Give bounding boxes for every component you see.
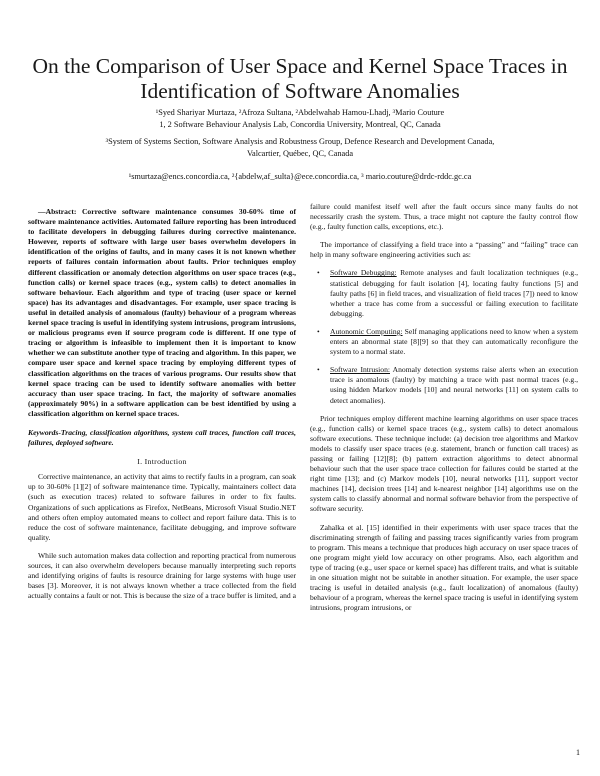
author-block xyxy=(40,107,560,183)
list-item-heading: Autonomic Computing: xyxy=(330,326,403,336)
paper-title: On the Comparison of User Space and Kernel Space Traces in Identification of Software Anomalies xyxy=(32,54,568,103)
bullet-icon: • xyxy=(317,365,320,375)
right-paragraph-3: Prior techniques employ different machine learning algorithms on user space traces (e.g., function calls) or kernel space traces (e.g., system calls) to detect anomalous software executions. These technique include: (a) decision tree algorithms and Markov models to classify user space traces (e.g. statement, branch or function call traces) as passing or failing [12][8]; (b) pattern extraction algorithms to detect abnormal behaviour such that the user space trace collection for failures could be started at the right time [13]; and (c) Markov models [10], neural networks [11], support vector machines [14], decision trees [14] and k-nearest neighbor [14] algorithms use on the system calls to classify abnormal and normal software behavior from the perspective of software security. xyxy=(310,413,578,514)
affiliation-1: 1, 2 Software Behaviour Analysis Lab, Concordia University, Montreal, QC, Canada xyxy=(159,119,441,129)
keywords: Keywords-Tracing, classification algorithms, system call traces, function call traces, failures, deployed software. xyxy=(28,427,296,448)
authors-line: ¹Syed Shariyar Murtaza, ²Afroza Sultana, ²Abdelwahab Hamou-Lhadj, ³Mario Couture xyxy=(155,108,445,117)
list-item-text: Self managing applications need to know when a system enters an abnormal state [8][9] so that they can automatically reconfigure the system to a normal state. xyxy=(330,326,578,357)
page-number: 1 xyxy=(576,748,580,757)
bullet-icon: • xyxy=(317,268,320,278)
intro-paragraph-2: While such automation makes data collection and reporting practical from numerous sources, it can also overwhelm developers because manually interpreting such reports and identifying origins of faults is resource draining for large systems with huge user bases [3]. Moreover, it is not always known whether a trace collected from the field actually contains a fault or not. This is because the size of a trace buffer is limited, and a xyxy=(28,550,296,601)
list-item xyxy=(310,268,578,318)
list-item-text: Anomaly detection systems raise alerts when an execution trace is anomalous (faulty) by matching a trace with past normal traces (e.g., using hidden Markov models [10] and neural networks [11] on system calls to detect anomalies). xyxy=(330,365,579,405)
intro-paragraph-1: Corrective maintenance, an activity that aims to rectify faults in a program, can soak up to 30-60% [1][2] of software maintenance time. Typically, maintainers collect data (such as execution traces) related to software failures in order to fix faults. Organizations of such applications as Firefox, NetBeans, Microsoft Visual Studio.NET and others often employ automated means to collect and report failure data. This is to reduce the cost of software maintenance, facilitate debugging, and improve software quality. xyxy=(28,472,296,542)
right-paragraph-4: Zahalka et al. [15] identified in their experiments with user space traces that the discriminating strength of failing and passing traces significantly varies from program to program. This means a technique that produces high accuracy on user space traces of one program might yield low accuracy on other programs. Also, each algorithm and type of tracing (e.g., user space or kernel space) has different traits, and what is suitable in one situation might not be suitable in another situation. For example, the user space tracing is useful in detailed analysis (e.g., fault localization) of anomalous (faulty) behaviour of a program, whereas the kernel space tracing is useful in identifying system intrusions, program intrusions, or xyxy=(310,522,578,613)
list-item-text: Remote analyses and fault localization techniques (e.g., statistical debugging for fault isolation [4], locating faulty functions [5] and faulty paths [6] in field traces, and visualization of field traces [7]) need to know whether a trace has come from a successful or failing execution to facilitate debugging. xyxy=(330,268,578,318)
right-paragraph-1: failure could manifest itself well after the fault occurs since many faults do not necessarily crash the system. Thus, a trace might not capture the faulty control flow (e.g., faulty function calls, exceptions, etc.). xyxy=(310,202,578,232)
right-column xyxy=(310,202,578,621)
list-item xyxy=(310,365,578,405)
list-item-heading: Software Intrusion: xyxy=(330,365,390,375)
affiliation-2-line1: ³System of Systems Section, Software Analysis and Robustness Group, Defence Research and Development Canada, xyxy=(105,137,495,146)
bullet-icon: • xyxy=(317,326,320,336)
section-heading-introduction: I. Introduction xyxy=(137,457,187,467)
list-item-heading: Software Debugging: xyxy=(330,268,397,278)
author-emails: ¹smurtaza@encs.concordia.ca, ²{abdelw,af_sulta}@ece.concordia.ca, ³ mario.couture@drdc-rddc.gc.ca xyxy=(128,172,472,181)
abstract: —Abstract: Corrective software maintenance consumes 30-60% time of software maintenance activities. Automated failure reporting has been introduced to facilitate developers in debugging failures during corrective maintenance. However, reports of software with large user bases overwhelm developers in identification of the origins of faults, and in many cases it is not known whether reports of failures contain information about faults. Prior techniques employ different classification or anomaly detection algorithms on user space traces (e.g., function calls) or kernel space traces (e.g., system calls) to detect anomalies in software behaviour. Each algorithm and type of tracing (user space or kernel space) has its advantages and disadvantages. For example, user space tracing is useful in detailed analysis of anomalous (faulty) behaviour of a program whereas kernel space tracing is useful in identifying system intrusions, program intrusions, or malicious programs even if source program code is different. If one type of tracing or algorithm is infeasible to implement then it is important to know whether we can substitute another type of tracing and algorithm. In this paper, we compare user space and kernel space tracing by employing different types of classification algorithms on the traces of various programs. Our results show that kernel space tracing can be used to identify software anomalies with better accuracy than user space tracing. In fact, the majority of software anomalies (approximately 90%) in a software application can be best identified by using a classification algorithm on kernel space traces. xyxy=(28,207,296,418)
affiliation-2-line2: Valcartier, Québec, QC, Canada xyxy=(246,148,354,158)
right-paragraph-2: The importance of classifying a field trace into a “passing” and “failing” trace can help in many software engineering activities such as: xyxy=(310,240,578,260)
application-list xyxy=(310,268,578,405)
left-column xyxy=(28,207,296,609)
list-item xyxy=(310,327,578,357)
